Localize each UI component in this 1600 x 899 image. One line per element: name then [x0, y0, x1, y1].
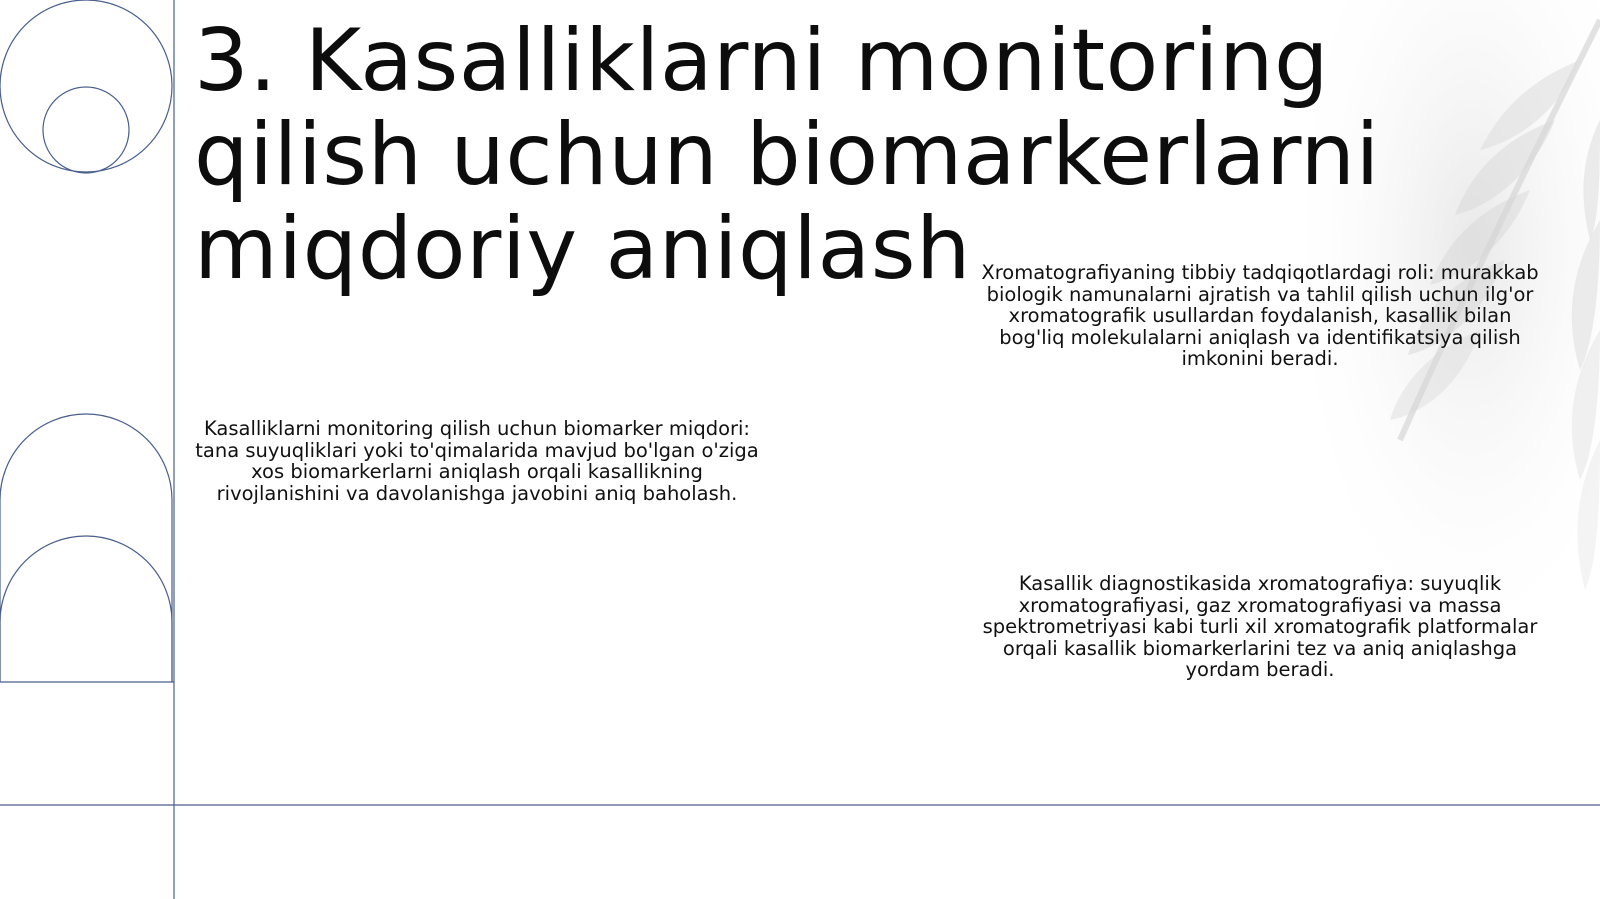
lower-arch-outline	[0, 536, 172, 682]
paragraph-biomarker-monitoring: Kasalliklarni monitoring qilish uchun biomarker miqdori: tana suyuqliklari yoki to'qimalarida mavjud bo'lgan o'ziga xos biomarkerlarni aniqlash orqali kasallikning rivojlanishini va davolanishga javobini aniq baholash.	[195, 417, 759, 505]
paragraph-chromatography-role: Xromatografiyaning tibbiy tadqiqotlardagi roli: murakkab biologik namunalarni ajratish va tahlil qilish uchun ilg'or xromatografik usullardan foydalanish, kasallik bilan bog'liq molekulalarni aniqlash va identifikatsiya qilish imkonini beradi.	[981, 261, 1539, 370]
paragraph-chromatography-diagnostics: Kasallik diagnostikasida xromatografiya: suyuqlik xromatografiyasi, gaz xromatografiyasi va massa spektrometriyasi kabi turli xil xromatografik platformalar orqali kasallik biomarkerlarini tez va aniq aniqlashga yordam beradi.	[982, 572, 1538, 681]
upper-arch-outline	[0, 414, 172, 682]
slide-title: 3. Kasalliklarni monitoring qilish uchun biomarkerlarni miqdoriy aniqlash	[194, 11, 1380, 299]
small-circle-outline	[43, 87, 129, 173]
large-circle-outline	[0, 0, 172, 172]
